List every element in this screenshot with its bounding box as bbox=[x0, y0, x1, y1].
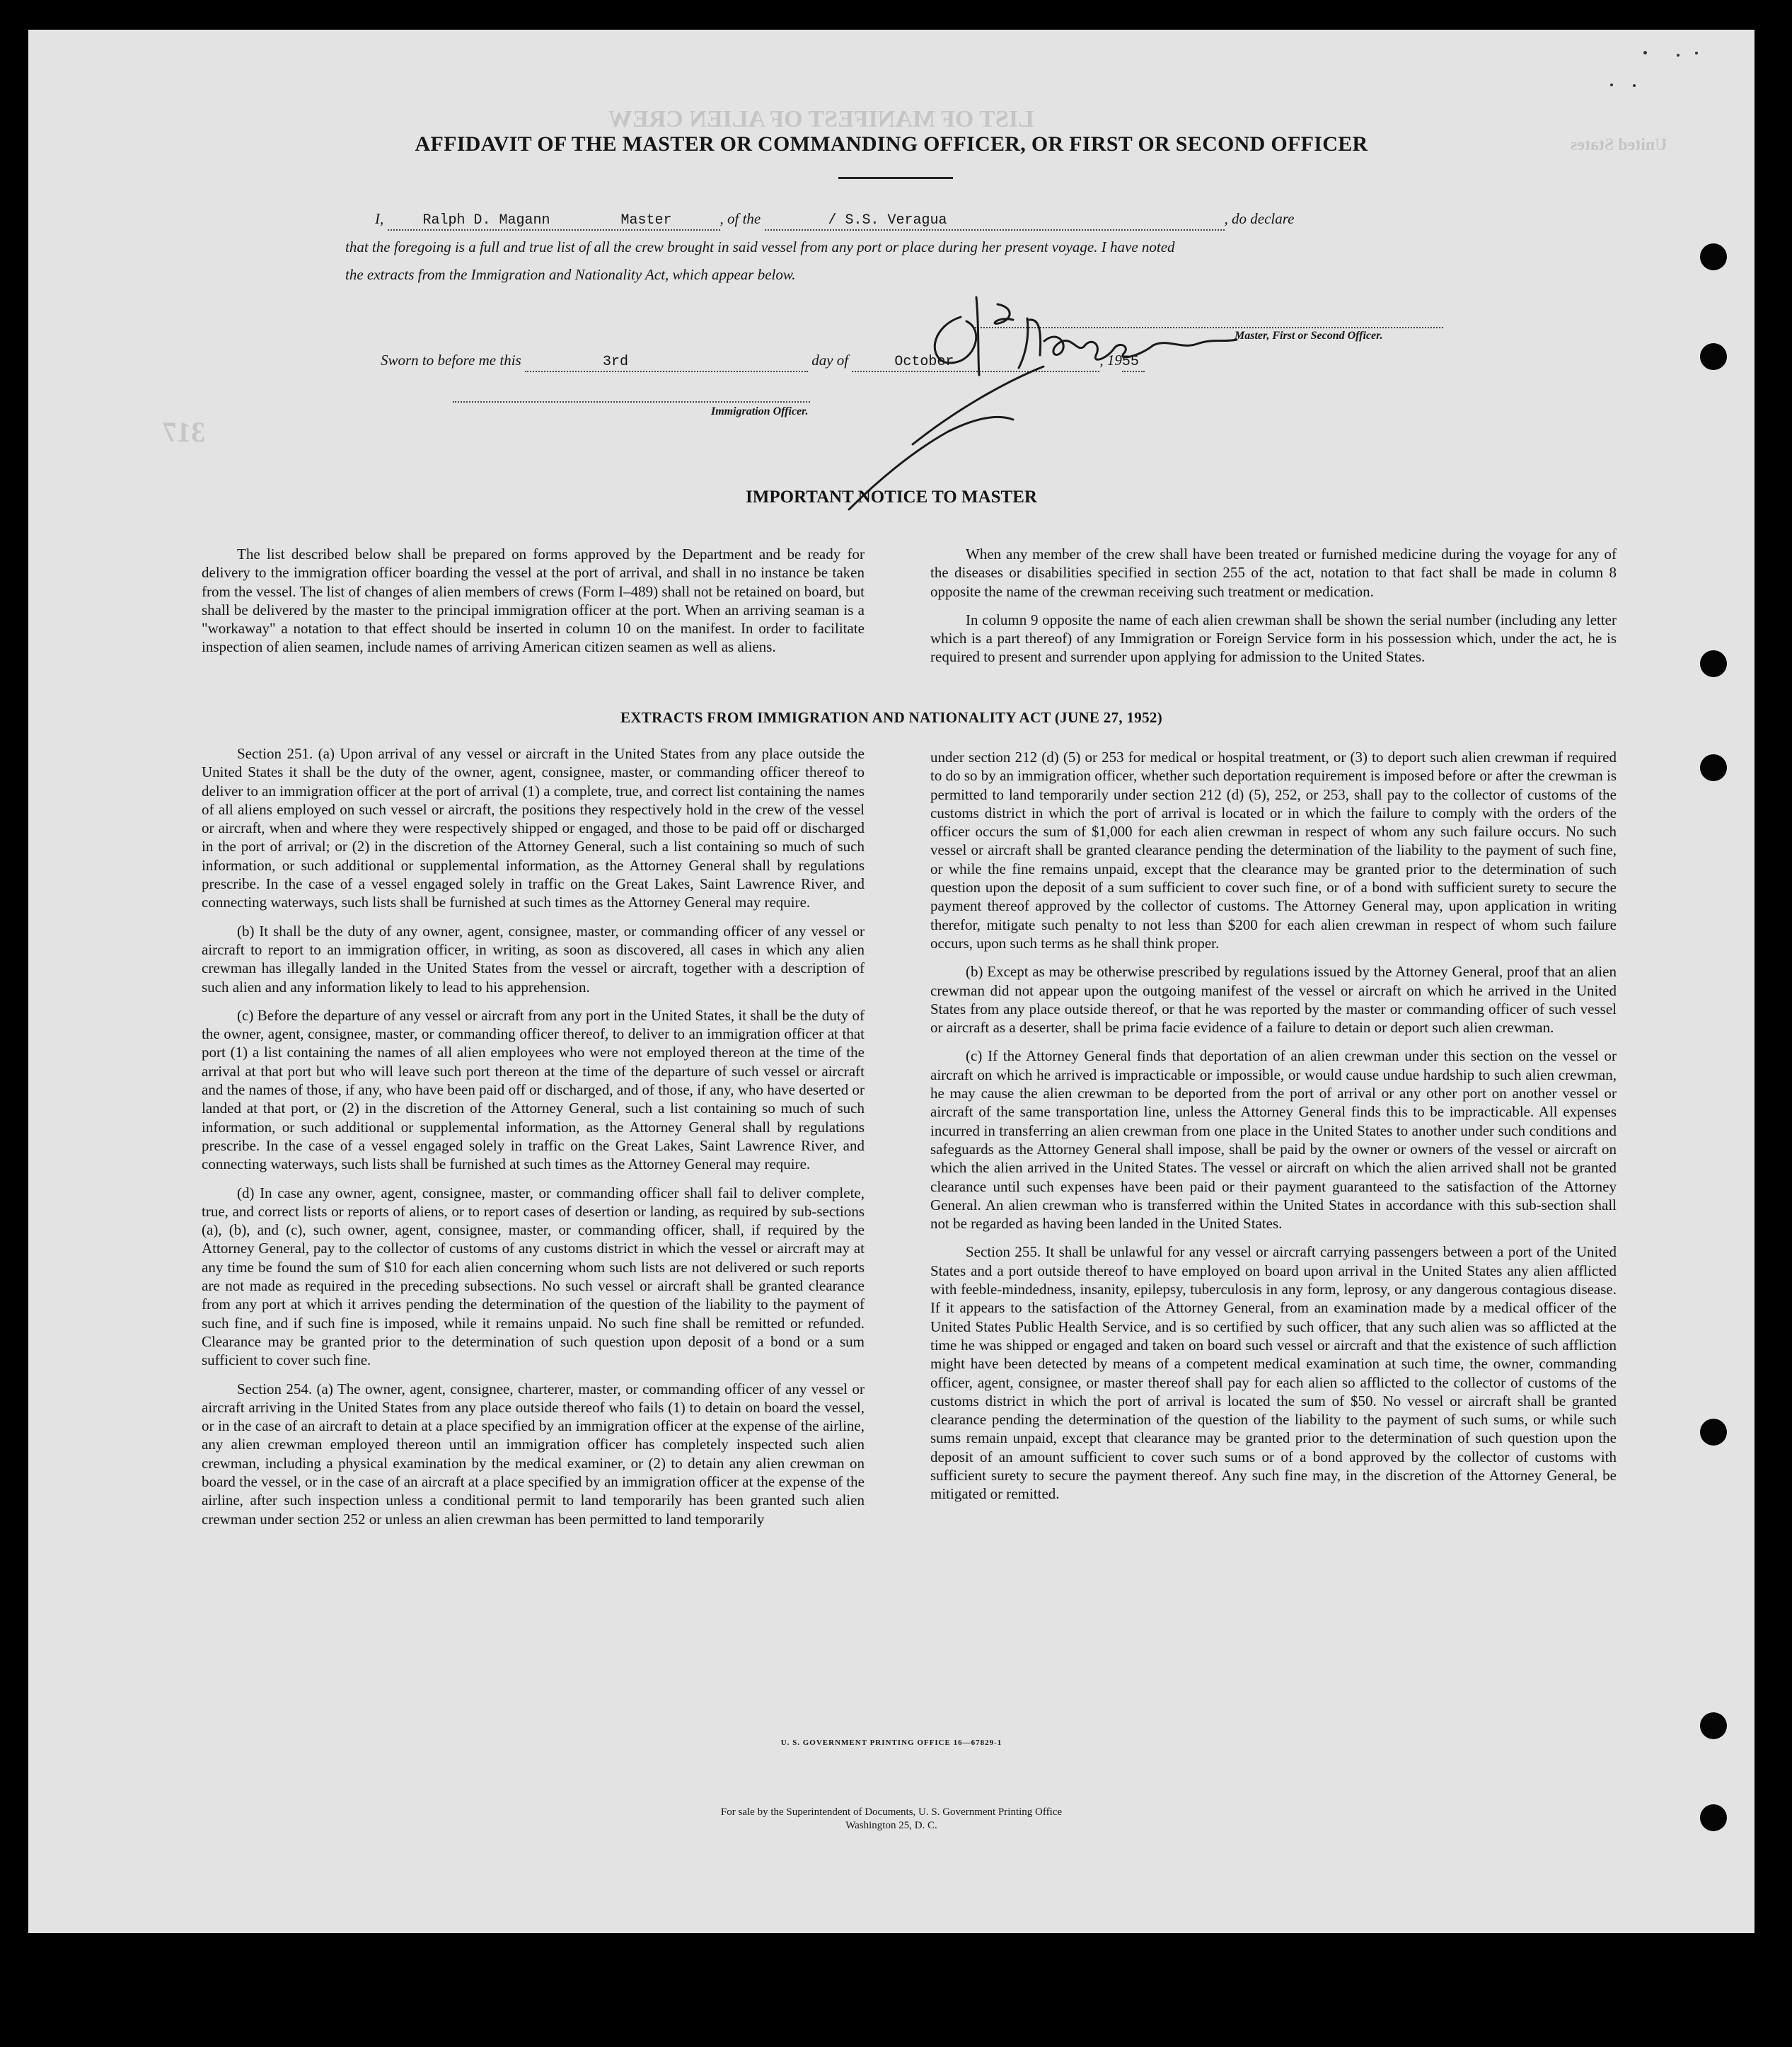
speck bbox=[1695, 52, 1698, 54]
extracts-right-column bbox=[930, 748, 1617, 1504]
notice-paragraph: When any member of the crew shall have been treated or furnished medicine during the voyage for any of the diseases or disabilities specified in section 255 of the act, notation to that fact shall be made in column 8 opposite the name of the crewman receiving such treatment or medication. bbox=[930, 546, 1617, 600]
notice-paragraph: In column 9 opposite the name of each alien crewman shall be shown the serial number (including any letter which is a part thereof) of any Immigration or Foreign Service form in his possession which, under the act, he is required to present and surrender upon applying for admission to the United States. bbox=[930, 611, 1617, 666]
bleed-through: United States bbox=[1571, 136, 1667, 154]
binder-hole bbox=[1700, 1804, 1727, 1831]
document-page bbox=[28, 30, 1755, 1933]
master-rank: Master bbox=[620, 212, 672, 229]
vessel-name: / S.S. Veragua bbox=[828, 212, 947, 229]
sworn-day: 3rd bbox=[602, 354, 628, 370]
extract-paragraph: (b) Except as may be otherwise prescribed by regulations issued by the Attorney General, proof that an alien crewman did not appear upon the outgoing manifest of the vessel or aircraft on which he arrived in the United States from any place outside thereof, or that he was reported by the master or commanding officer of such vessel or aircraft as a deserter, shall be prima facie evidence of a failure to detain or deport such alien crewman. bbox=[930, 963, 1617, 1037]
year-prefix: , 19 bbox=[1099, 352, 1122, 369]
for-sale-line-2: Washington 25, D. C. bbox=[845, 1820, 937, 1831]
sworn-prefix: Sworn to before me this bbox=[381, 352, 521, 369]
declaration-line-3: the extracts from the Immigration and Nationality Act, which appear below. bbox=[345, 266, 796, 283]
handwritten-signature bbox=[828, 276, 1380, 517]
sworn-day-field bbox=[525, 354, 808, 372]
speck bbox=[1610, 83, 1613, 86]
declaration-line-2: that the foregoing is a full and true list of all the crew brought in said vessel from any port or place during her present voyage. I have noted bbox=[345, 238, 1175, 255]
master-name: Ralph D. Magann bbox=[422, 212, 550, 229]
notice-title: IMPORTANT NOTICE TO MASTER bbox=[746, 488, 1037, 507]
do-declare-label: , do declare bbox=[1224, 210, 1295, 227]
of-the-label: , of the bbox=[719, 210, 761, 227]
binder-hole bbox=[1700, 243, 1727, 270]
binder-hole bbox=[1700, 343, 1727, 370]
master-name-field bbox=[388, 212, 720, 231]
extract-paragraph: (b) It shall be the duty of any owner, agent, consignee, master, or commanding officer of any vessel or aircraft to report to an immigration officer, in writing, as soon as discovered, all cases in which any alien crewman has illegally landed in the United States from the vessel or aircraft, together with a description of such alien and any information likely to lead to his apprehension. bbox=[202, 922, 865, 996]
declaration-prefix: I, bbox=[375, 210, 384, 227]
notice-right-column bbox=[930, 545, 1617, 667]
speck bbox=[1677, 54, 1680, 57]
extract-paragraph: Section 255. It shall be unlawful for any vessel or aircraft carrying passengers between a port of the United States and a port outside thereof to have employed on board upon arrival in the United States any alien afflicted with feeble-mindedness, insanity, epilepsy, tuberculosis in any form, leprosy, or any dangerous contagious disease. If it appears to the satisfaction of the Attorney General, from an examination made by a medical officer of the United States Public Health Service, and is so certified by such officer, that any such alien was so afflicted at the time he was shipped or engaged and taken on board such vessel or aircraft and that the existence of such affliction might have been detected by means of a competent medical examination at such time, the owner, commanding officer, agent, consignee, or master thereof shall pay for each alien so afflicted to the collector of customs of the customs district in which the port of arrival is located the sum of $50. No vessel or aircraft shall be granted clearance pending the determination of the question of the liability to the payment of such sums, or while such sums remain unpaid, except that clearance may be granted prior to the determination of such question upon the deposit of an amount sufficient to cover such sums or of a bond approved by the collector of customs with sufficient surety to secure the payment thereof. Any such fine may, in the discretion of the Attorney General, be mitigated or remitted. bbox=[930, 1243, 1617, 1503]
speck bbox=[1633, 84, 1636, 87]
bleed-through: 317 bbox=[163, 416, 205, 448]
binder-hole bbox=[1700, 754, 1727, 781]
master-caption: Master, First or Second Officer. bbox=[1235, 330, 1383, 342]
sworn-year: 55 bbox=[1121, 354, 1139, 370]
extract-paragraph: (c) If the Attorney General finds that deportation of an alien crewman under this section on the vessel or aircraft on which he arrived is impracticable or impossible, or would cause undue hardship to such alien crewman, he may cause the alien crewman to be deported from the port of arrival or any other port on another vessel or aircraft of the same transportation line, unless the Attorney General finds this to be impracticable. All expenses incurred in transferring an alien crewman from one place in the United States to another under such conditions and safeguards as the Attorney General shall impose, shall be paid by the owner or owners of the vessel or aircraft on which the alien arrived in the United States. The vessel or aircraft on which the alien arrived shall not be granted clearance until such expenses have been paid or their payment guaranteed to the satisfaction of the Attorney General. An alien crewman who is transferred within the United States in accordance with this sub-section shall not be regarded as having been landed in the United States. bbox=[930, 1047, 1617, 1233]
for-sale-notice bbox=[28, 1806, 1755, 1833]
sworn-month: October bbox=[894, 354, 954, 370]
vessel-name-field bbox=[765, 212, 1225, 231]
officer-caption: Immigration Officer. bbox=[711, 405, 809, 417]
day-of-label: day of bbox=[811, 352, 849, 369]
extracts-title: EXTRACTS FROM IMMIGRATION AND NATIONALITY ACT (JUNE 27, 1952) bbox=[620, 709, 1162, 726]
extract-paragraph: under section 212 (d) (5) or 253 for medical or hospital treatment, or (3) to deport such alien crewman if required to do so by an immigration officer, whether such deportation requirement is imposed before or after the crewman is permitted to land temporarily under section 212 (d) (5), 252, or 253, shall pay to the collector of customs of the customs district in which the port of arrival is located or in which the failure to comply with the orders of the officer occurs the sum of $1,000 for each alien crewman in respect of whom any such failure occurs. No such vessel or aircraft shall be granted clearance pending the determination of the liability to the payment of such fine, or while the fine remains unpaid, except that the clearance may be granted prior to the determination of such question upon the deposit of a sum sufficient to cover such fine, or of a bond with sufficient surety to secure the payment thereof approved by the collector of customs. The Attorney General may, upon application in writing therefor, mitigate such penalty to not less than $200 for each alien crewman in respect of whom such failure occurs, upon such terms as he shall think proper. bbox=[930, 749, 1617, 952]
speck bbox=[1643, 51, 1647, 54]
extract-paragraph: Section 254. (a) The owner, agent, consignee, charterer, master, or commanding officer of any vessel or aircraft arriving in the United States from any place outside thereof who fails (1) to detain on board the vessel, or in the case of an aircraft to detain at a place specified by an immigration officer at the expense of the airline, any alien crewman employed thereon until an immigration officer has completely inspected such alien crewman, including a physical examination by the medical examiner, or (2) to detain any alien crewman on board the vessel, or in the case of an aircraft at a place specified by an immigration officer at the expense of the airline, after such inspection unless a conditional permit to land temporarily has been granted such alien crewman under section 252 or unless an alien crewman has been permitted to land temporarily bbox=[202, 1380, 865, 1528]
affidavit-title: AFFIDAVIT OF THE MASTER OR COMMANDING OFFICER, OR FIRST OR SECOND OFFICER bbox=[415, 132, 1368, 156]
extract-paragraph: Section 251. (a) Upon arrival of any vessel or aircraft in the United States from any place outside the United States it shall be the duty of the owner, agent, consignee, master, or commanding officer thereof to deliver to an immigration officer at the port of arrival (1) a complete, true, and correct list containing the names of all aliens employed on such vessel or aircraft, the positions they respectively hold in the crew of the vessel or aircraft, when and where they were respectively shipped or engaged, and those to be paid off or discharged in the port of arrival; or (2) in the discretion of the Attorney General, such a list containing so much of such information, or such additional or supplemental information, as the Attorney General shall by regulations prescribe. In the case of a vessel engaged solely in traffic on the Great Lakes, Saint Lawrence River, and connecting waterways, such lists shall be furnished at such times as the Attorney General may require. bbox=[202, 745, 865, 911]
binder-hole bbox=[1700, 650, 1727, 677]
officer-signature-line bbox=[453, 401, 810, 403]
extract-paragraph: (d) In case any owner, agent, consignee, master, or commanding officer shall fail to deliver complete, true, and correct lists or reports of aliens, or to report cases of desertion or landing, as required by sub-sections (a), (b), and (c), such owner, agent, consignee, master, or commanding officer, shall, if required by the Attorney General, pay to the collector of customs of any customs district in which the vessel or aircraft may at any time be found the sum of $10 for each alien concerning whom such lists are not delivered or such reports are not made as required in the preceding subsections. No such vessel or aircraft shall be granted clearance from any port at which it arrives pending the determination of the question of the liability to the payment of such fine, and if such fine is imposed, while it remains unpaid. No such fine shall be remitted or refunded. Clearance may be granted prior to the determination of such question upon deposit of a bond or a sum sufficient to cover such fine. bbox=[202, 1184, 865, 1369]
notice-left-column bbox=[202, 545, 865, 657]
extracts-left-column bbox=[202, 744, 865, 1528]
extract-paragraph: (c) Before the departure of any vessel or aircraft from any port in the United States, it shall be the duty of the owner, agent, consignee, master, or commanding officer thereof, to deliver to an immigration officer at that port (1) a list containing the names of all alien employees who were not employed thereon at the time of the arrival at that port but who will leave such port thereon at the time of the departure of such vessel or aircraft and the names of those, if any, who have been paid off or discharged, and of those, if any, who have deserted or landed at that port, or (2) in the discretion of the Attorney General, such a list containing so much of such information, or such additional or supplemental information, as the Attorney General shall by regulations prescribe. In the case of a vessel engaged solely in traffic on the Great Lakes, Saint Lawrence River, and connecting waterways, such lists shall be furnished at such times as the Attorney General may require. bbox=[202, 1006, 865, 1173]
bleed-through: LIST OF MANIFEST OF ALIEN CREW bbox=[608, 106, 1034, 132]
printer-imprint: U. S. GOVERNMENT PRINTING OFFICE 16—67829-1 bbox=[780, 1738, 1002, 1747]
declaration-line bbox=[375, 210, 1294, 231]
notice-paragraph: The list described below shall be prepared on forms approved by the Department and be ready for delivery to the immigration officer boarding the vessel at the port of arrival, and shall in no instance be taken from the vessel. The list of changes of alien members of crews (Form I–489) shall not be retained on board, but shall be delivered by the master to the principal immigration officer at the port. When an arriving seaman is a "workaway" a notation to that effect should be inserted in column 10 on the manifest. In order to facilitate inspection of alien seamen, include names of arriving American citizen seamen as well as aliens. bbox=[202, 546, 865, 656]
title-divider bbox=[838, 177, 953, 179]
for-sale-line-1: For sale by the Superintendent of Documents, U. S. Government Printing Office bbox=[720, 1806, 1063, 1818]
binder-hole bbox=[1700, 1712, 1727, 1739]
binder-hole bbox=[1700, 1419, 1727, 1446]
